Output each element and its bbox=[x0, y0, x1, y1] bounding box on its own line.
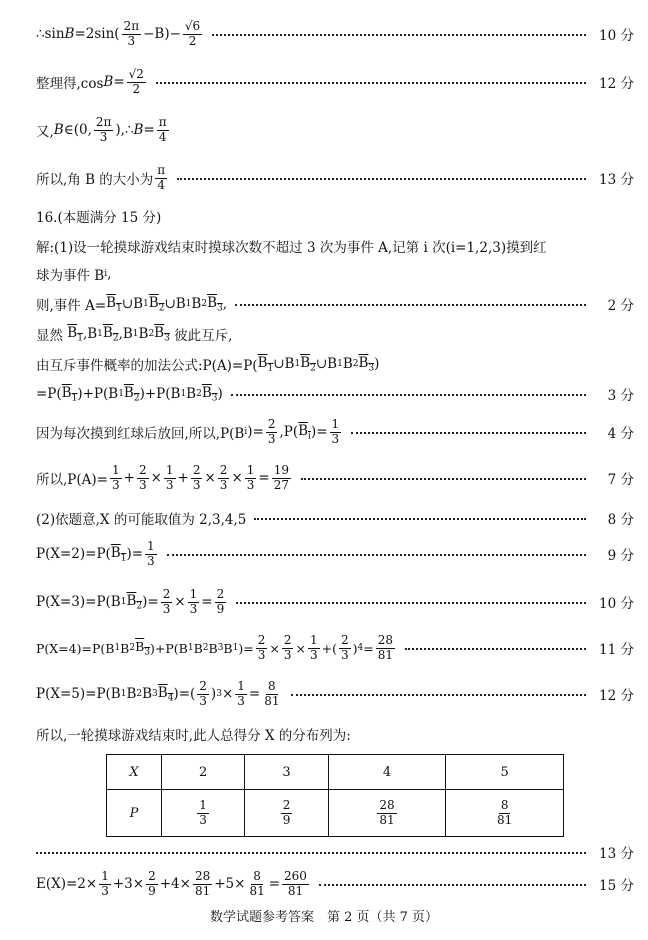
solution-line: 球为事件 B i , bbox=[36, 266, 112, 284]
score-label: 2 分 bbox=[607, 298, 634, 314]
score-label: 9 分 bbox=[607, 548, 634, 565]
text: =2sin( bbox=[74, 26, 120, 43]
score-label: 13 分 bbox=[599, 846, 634, 862]
score-label: 8 分 bbox=[607, 512, 634, 528]
score-label: 7 分 bbox=[607, 472, 634, 489]
eq-line-10: 由互斥事件概率的加法公式:P(A)=P( $B_1$ ∪B 1 $B_2$ ∪B 1 B 2 $B_3$ ) bbox=[36, 354, 380, 374]
eq-line-2: 整理得,cos B = $\frac{√2}{2}$ 12 分 bbox=[36, 67, 634, 96]
table-cell: $\frac{28}{81}$ bbox=[328, 790, 446, 837]
score-label: 13 分 bbox=[599, 172, 634, 189]
table-row-label: P bbox=[107, 790, 162, 837]
score-label: 10 分 bbox=[599, 28, 634, 45]
eq-line-19: 所以,一轮摸球游戏结束时,此人总得分 X 的分布列为: bbox=[36, 728, 351, 744]
eq-line-9: 显然 $B_1$ ,B 1 $B_2$ ,B 1 B 2 $B_3$ 彼此互斥, bbox=[36, 324, 233, 344]
eq-line-14: (2)依题意,X 的可能取值为 2,3,4,5 8 分 bbox=[36, 508, 634, 528]
question-heading: 16.(本题满分 15 分) bbox=[36, 210, 162, 226]
score-label: 12 分 bbox=[599, 76, 634, 93]
table-header: 3 bbox=[245, 755, 328, 790]
eq-line-3: 又, B ∈(0, $\frac{2\pi}{3}$ ),∴ B = $\frac{\pi}{4}$ bbox=[36, 115, 167, 144]
text: ∴sin bbox=[36, 26, 65, 43]
eq-line-15: P(X=2)=P( $B_1$ )= $\frac{1}{3}$ 9 分 bbox=[36, 539, 634, 568]
eq-line-13: 所以,P(A)= $\frac{1}{3}$ + $\frac{2}{3}$ × $\frac{1}{3}$ + $\frac{2}{3}$ × $\frac{2}{3}$ × $\frac{1}{3}$ = $\frac{19}{27}$ 7 分 bbox=[36, 463, 634, 492]
eq-line-20 bbox=[36, 842, 634, 862]
table-cell: $\frac{8}{81}$ bbox=[446, 790, 564, 837]
table-header: 5 bbox=[446, 755, 564, 790]
eq-line-21: E(X)=2× $\frac{1}{3}$ +3× $\frac{2}{9}$ +4× $\frac{28}{81}$ +5× $\frac{8}{81}$ = $\frac{260}{81}$ 15 分 bbox=[36, 869, 634, 898]
eq-line-11: =P( $B_1$ )+P(B 1 $B_2$ )+P(B 1 B 2 $B_3$ ) 3 分 bbox=[36, 384, 634, 404]
table-header: X bbox=[107, 755, 162, 790]
eq-line-18: P(X=5)=P(B 1 B 2 B 3 $B_4$ )=( $\frac{2}{3}$ ) 3 × $\frac{1}{3}$ = $\frac{8}{81}$ 12 分 bbox=[36, 679, 634, 708]
score-label: 4 分 bbox=[607, 426, 634, 443]
page-footer: 数学试题参考答案 第 2 页（共 7 页） bbox=[209, 910, 439, 925]
table-cell: $\frac{2}{9}$ bbox=[245, 790, 328, 837]
score-label: 12 分 bbox=[599, 688, 634, 705]
eq-line-8: 则,事件 A= $B_1$ ∪B 1 $B_2$ ∪B 1 B 2 $B_3$ , 2 分 bbox=[36, 294, 634, 314]
table-header: 4 bbox=[328, 755, 446, 790]
score-label: 11 分 bbox=[599, 642, 634, 659]
eq-line-1: ∴sin B =2sin( $\frac{2\pi}{3}$ −B)− $\frac{√6}{2}$ 10 分 bbox=[36, 19, 634, 48]
distribution-table bbox=[106, 754, 564, 837]
table-header: 2 bbox=[161, 755, 244, 790]
table-cell: $\frac{1}{3}$ bbox=[161, 790, 244, 837]
score-label: 10 分 bbox=[599, 596, 634, 613]
solution-line: 解:(1)设一轮摸球游戏结束时摸球次数不超过 3 次为事件 A,记第 i 次(i=1,2,3)摸到红 bbox=[36, 240, 547, 256]
eq-line-17: P(X=4)=P(B 1 B 2 $B_3$ )+P(B 1 B 2 B 3 B 1 )= $\frac{2}{3}$ × $\frac{2}{3}$ × $\frac{1}{3}$ +( $\frac{2}{3}$ ) 4 = $\frac{28}{81}$ 11 分 bbox=[36, 633, 634, 662]
eq-line-16: P(X=3)=P(B 1 $B_2$ )= $\frac{2}{3}$ × $\frac{1}{3}$ = $\frac{2}{9}$ 10 分 bbox=[36, 587, 634, 616]
text: −B)− bbox=[143, 26, 181, 43]
eq-line-12: 因为每次摸到红球后放回,所以,P(B i )= $\frac{2}{3}$ ,P( $B_i$ )= $\frac{1}{3}$ 4 分 bbox=[36, 417, 634, 446]
eq-line-4: 所以,角 B 的大小为 $\frac{\pi}{4}$ 13 分 bbox=[36, 163, 634, 192]
score-label: 15 分 bbox=[599, 878, 634, 895]
score-label: 3 分 bbox=[607, 388, 634, 404]
